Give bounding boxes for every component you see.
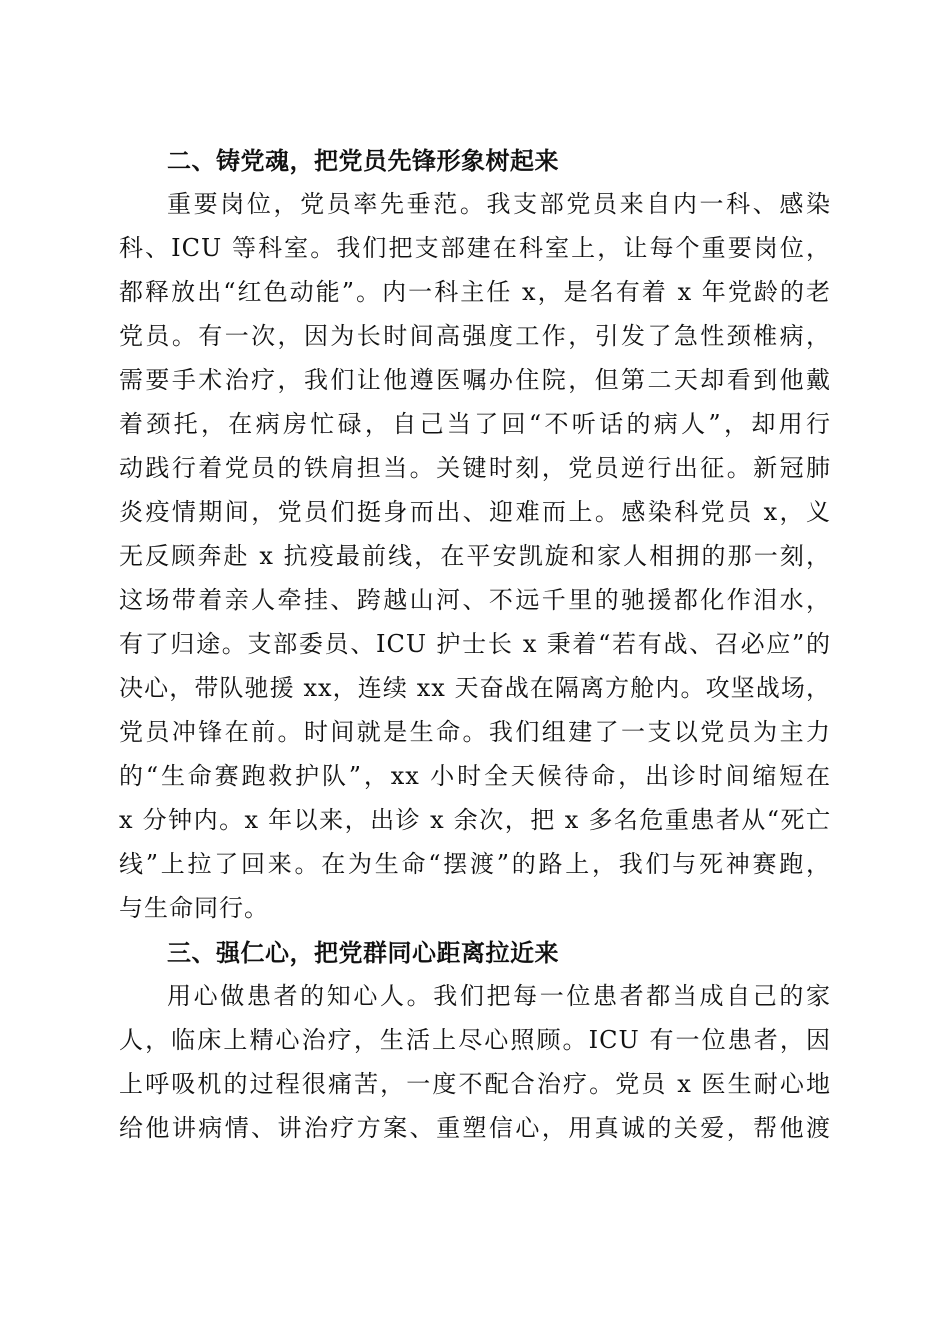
text-line: 需要手术治疗，我们让他遵医嘱办住院，但第二天却看到他戴 <box>119 366 831 394</box>
paragraph <box>119 974 831 1150</box>
text-line: 与生命同行。 <box>119 894 269 922</box>
section-heading: 三、强仁心，把党群同心距离拉近来 <box>167 939 559 967</box>
text-line: 线”上拉了回来。在为生命“摆渡”的路上，我们与死神赛跑， <box>119 850 831 878</box>
text-line: 无反顾奔赴 x 抗疫最前线，在平安凯旋和家人相拥的那一刻， <box>119 542 831 570</box>
paragraph <box>119 182 831 930</box>
text-line: 党员冲锋在前。时间就是生命。我们组建了一支以党员为主力 <box>119 718 831 746</box>
text-line: 的“生命赛跑救护队”，xx 小时全天候待命，出诊时间缩短在 <box>119 762 831 790</box>
text-line: 都释放出“红色动能”。内一科主任 x，是名有着 x 年党龄的老 <box>119 278 831 306</box>
text-line: 科、ICU 等科室。我们把支部建在科室上，让每个重要岗位， <box>119 234 831 262</box>
section-heading: 二、铸党魂，把党员先锋形象树起来 <box>167 147 559 175</box>
text-line: 决心，带队驰援 xx，连续 xx 天奋战在隔离方舱内。攻坚战场， <box>119 674 831 702</box>
text-line: 用心做患者的知心人。我们把每一位患者都当成自己的家 <box>167 982 831 1010</box>
text-line: 党员。有一次，因为长时间高强度工作，引发了急性颈椎病， <box>119 322 831 350</box>
text-line: 给他讲病情、讲治疗方案、重塑信心，用真诚的关爱，帮他渡 <box>119 1114 831 1142</box>
text-line: 这场带着亲人牵挂、跨越山河、不远千里的驰援都化作泪水， <box>119 586 831 614</box>
text-line: 上呼吸机的过程很痛苦，一度不配合治疗。党员 x 医生耐心地 <box>119 1070 831 1098</box>
section-3 <box>119 934 831 1150</box>
text-line: 炎疫情期间，党员们挺身而出、迎难而上。感染科党员 x，义 <box>119 498 831 526</box>
section-2 <box>119 142 831 930</box>
text-line: x 分钟内。x 年以来，出诊 x 余次，把 x 多名危重患者从“死亡 <box>119 806 831 834</box>
text-line: 重要岗位，党员率先垂范。我支部党员来自内一科、感染 <box>167 190 831 218</box>
document-page <box>119 142 831 1150</box>
text-line: 着颈托，在病房忙碌，自己当了回“不听话的病人”，却用行 <box>119 410 831 438</box>
text-line: 人，临床上精心治疗，生活上尽心照顾。ICU 有一位患者，因 <box>119 1026 831 1054</box>
text-line: 动践行着党员的铁肩担当。关键时刻，党员逆行出征。新冠肺 <box>119 454 831 482</box>
text-line: 有了归途。支部委员、ICU 护士长 x 秉着“若有战、召必应”的 <box>119 630 831 658</box>
